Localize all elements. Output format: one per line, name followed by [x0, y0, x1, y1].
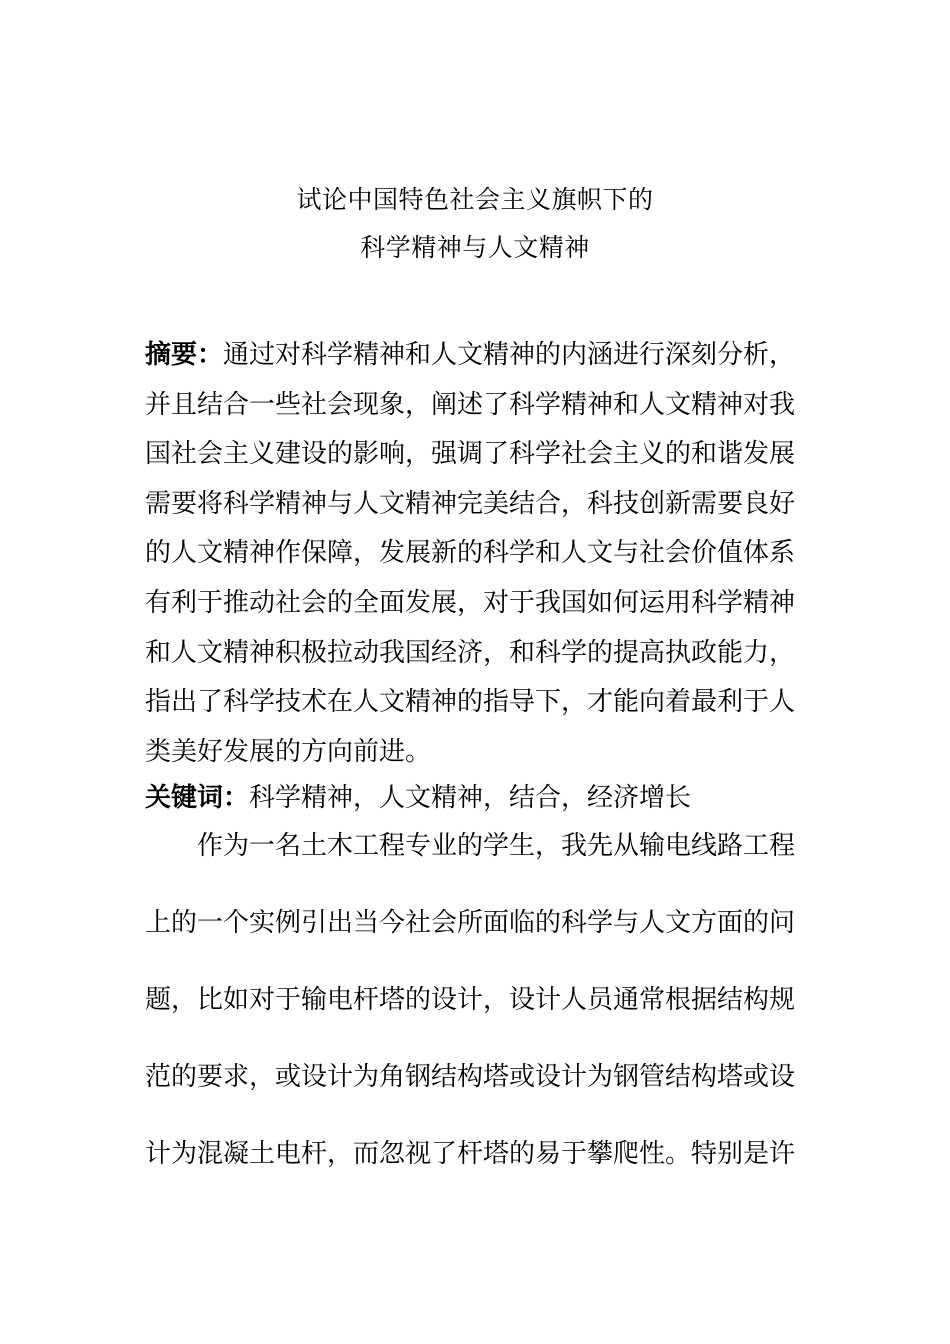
- abstract-label: 摘要：: [145, 340, 224, 370]
- title-line-1: 试论中国特色社会主义旗帜下的: [296, 185, 654, 214]
- title-line-2: 科学精神与人文精神: [360, 233, 590, 262]
- body-line-4: 范的要求，或设计为角钢结构塔或设计为钢管结构塔或设: [145, 1062, 796, 1092]
- abstract-line-8: 指出了科学技术在人文精神的指导下，才能向着最利于人: [145, 687, 796, 718]
- abstract-line-2: 并且结合一些社会现象，阐述了科学精神和人文精神对我: [145, 389, 796, 420]
- body-line-2: 上的一个实例引出当今社会所面临的科学与人文方面的问: [145, 908, 796, 938]
- body-line-5: 计为混凝土电杆，而忽视了杆塔的易于攀爬性。特别是许: [145, 1139, 796, 1169]
- abstract-line-4: 需要将科学精神与人文精神完美结合，科技创新需要良好: [145, 488, 796, 519]
- keywords-label: 关键词：: [145, 783, 250, 813]
- keywords-text: 科学精神，人文精神，结合，经济增长: [249, 783, 692, 813]
- abstract-line-1: [145, 331, 810, 381]
- abstract-line-3: 国社会主义建设的影响，强调了科学社会主义的和谐发展: [145, 439, 796, 470]
- abstract-line-7: 和人文精神积极拉动我国经济，和科学的提高执政能力，: [145, 637, 796, 668]
- body-line-3: 题，比如对于输电杆塔的设计，设计人员通常根据结构规: [145, 985, 796, 1015]
- abstract-text: 通过对科学精神和人文精神的内涵进行深刻分析，: [223, 340, 796, 370]
- body-line-1: 作为一名土木工程专业的学生，我先从输电线路工程: [197, 831, 796, 861]
- abstract-paragraph: [145, 331, 810, 777]
- abstract-line-5: 的人文精神作保障，发展新的科学和人文与社会价值体系: [145, 538, 796, 569]
- abstract-line-6: 有利于推动社会的全面发展，对于我国如何运用科学精神: [145, 587, 796, 618]
- keywords-line: [145, 778, 810, 818]
- abstract-line-9: 类美好发展的方向前进。: [145, 736, 432, 767]
